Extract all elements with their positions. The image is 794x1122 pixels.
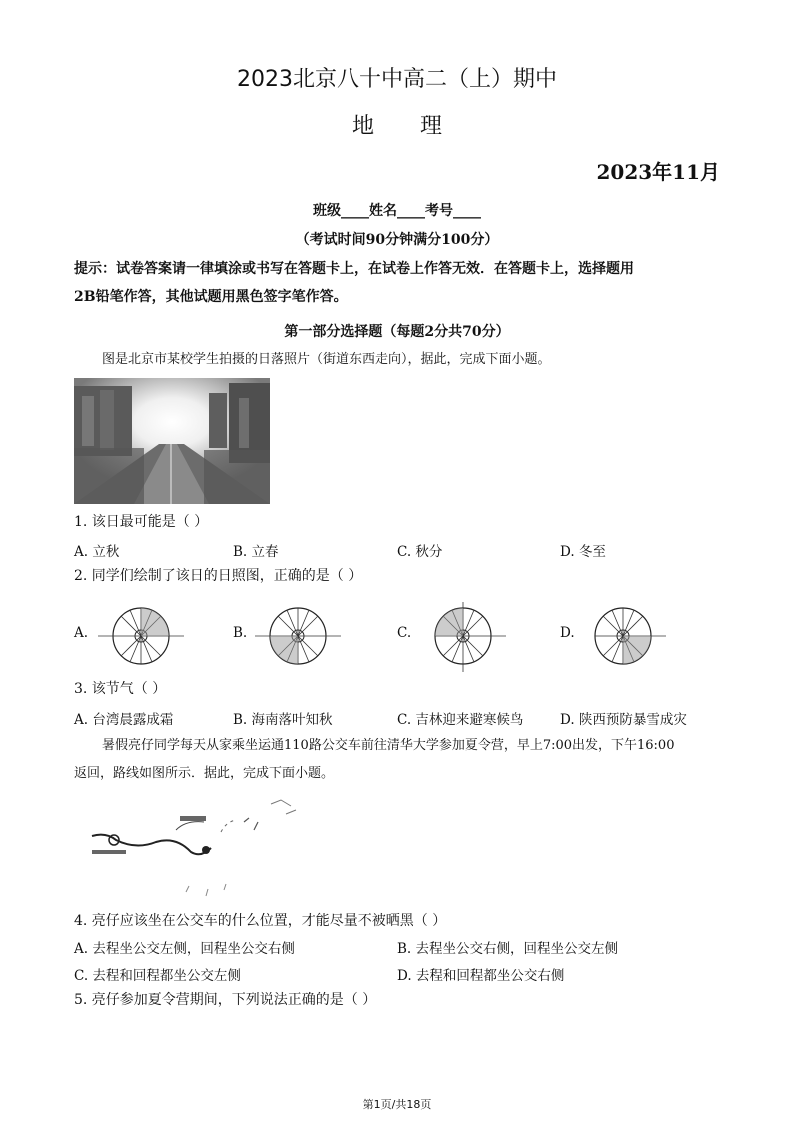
q2-option-d-diagram [578,598,668,677]
q2-option-c-diagram [418,598,508,682]
question-3-stem: 3. 该节气（ ） [74,681,167,697]
section-heading: 第一部分选择题（每题2分共70分） [284,324,510,340]
exam-title: 2023北京八十中高二（上）期中 [237,67,557,92]
q4-option-c[interactable]: C. 去程和回程都坐公交左侧 [74,968,241,984]
q3-option-c[interactable]: C. 吉林迎来避寒候鸟 [397,712,524,728]
passage-2-line-2: 返回，路线如图所示．据此，完成下面小题。 [74,766,335,781]
q2-option-b-diagram [253,598,343,677]
instructions-line-2: 2B铅笔作答，其他试题用黑色签字笔作答。 [74,289,348,305]
q1-option-b[interactable]: B. 立春 [233,544,279,560]
subject-char-2: 理 [420,114,443,139]
q1-option-a[interactable]: A. 立秋 [74,544,120,560]
q4-option-b[interactable]: B. 去程坐公交右侧，回程坐公交左侧 [397,941,619,957]
q1-option-d[interactable]: D. 冬至 [560,544,606,560]
exam-date: 2023年11月 [596,160,720,184]
subject-char-1: 地 [351,114,374,139]
q2-option-c-label[interactable]: C. [397,625,412,641]
instructions-line-1: 提示：试卷答案请一律填涂或书写在答题卡上，在试卷上作答无效．在答题卡上，选择题用 [74,261,634,277]
q2-option-a-label[interactable]: A. [74,625,89,641]
subject-title [0,109,794,140]
passage-2-line-1: 暑假亮仔同学每天从家乘坐运通110路公交车前往清华大学参加夏令营，早上7:00出发，下午16:00 [102,738,675,753]
q3-option-d[interactable]: D. 陕西预防暴雪成灾 [560,712,687,728]
question-2-stem: 2. 同学们绘制了该日的日照图，正确的是（ ） [74,568,363,584]
page-number: 第1页/共18页 [362,1098,432,1111]
question-4-stem: 4. 亮仔应该坐在公交车的什么位置，才能尽量不被晒黑（ ） [74,913,447,929]
bus-route-map [86,792,346,906]
passage-2 [74,732,724,788]
q2-option-b-label[interactable]: B. [233,625,248,641]
question-5-stem: 5. 亮仔参加夏令营期间，下列说法正确的是（ ） [74,992,377,1008]
instructions [74,255,724,311]
question-1-stem: 1. 该日最可能是（ ） [74,514,209,530]
q2-option-d-label[interactable]: D. [560,625,575,641]
q4-option-a[interactable]: A. 去程坐公交左侧，回程坐公交右侧 [74,941,295,957]
q3-option-b[interactable]: B. 海南落叶知秋 [233,712,333,728]
student-info-line: 班级____姓名____考号____ [313,203,481,219]
q2-option-a-diagram [96,598,186,677]
section-intro: 图是北京市某校学生拍摄的日落照片（街道东西走向），据此，完成下面小题。 [102,352,551,367]
q3-option-a[interactable]: A. 台湾晨露成霜 [74,712,174,728]
q4-option-d[interactable]: D. 去程和回程都坐公交右侧 [397,968,565,984]
sunset-street-photo [74,378,270,504]
q1-option-c[interactable]: C. 秋分 [397,544,443,560]
exam-time-note: （考试时间90分钟满分100分） [295,232,499,248]
